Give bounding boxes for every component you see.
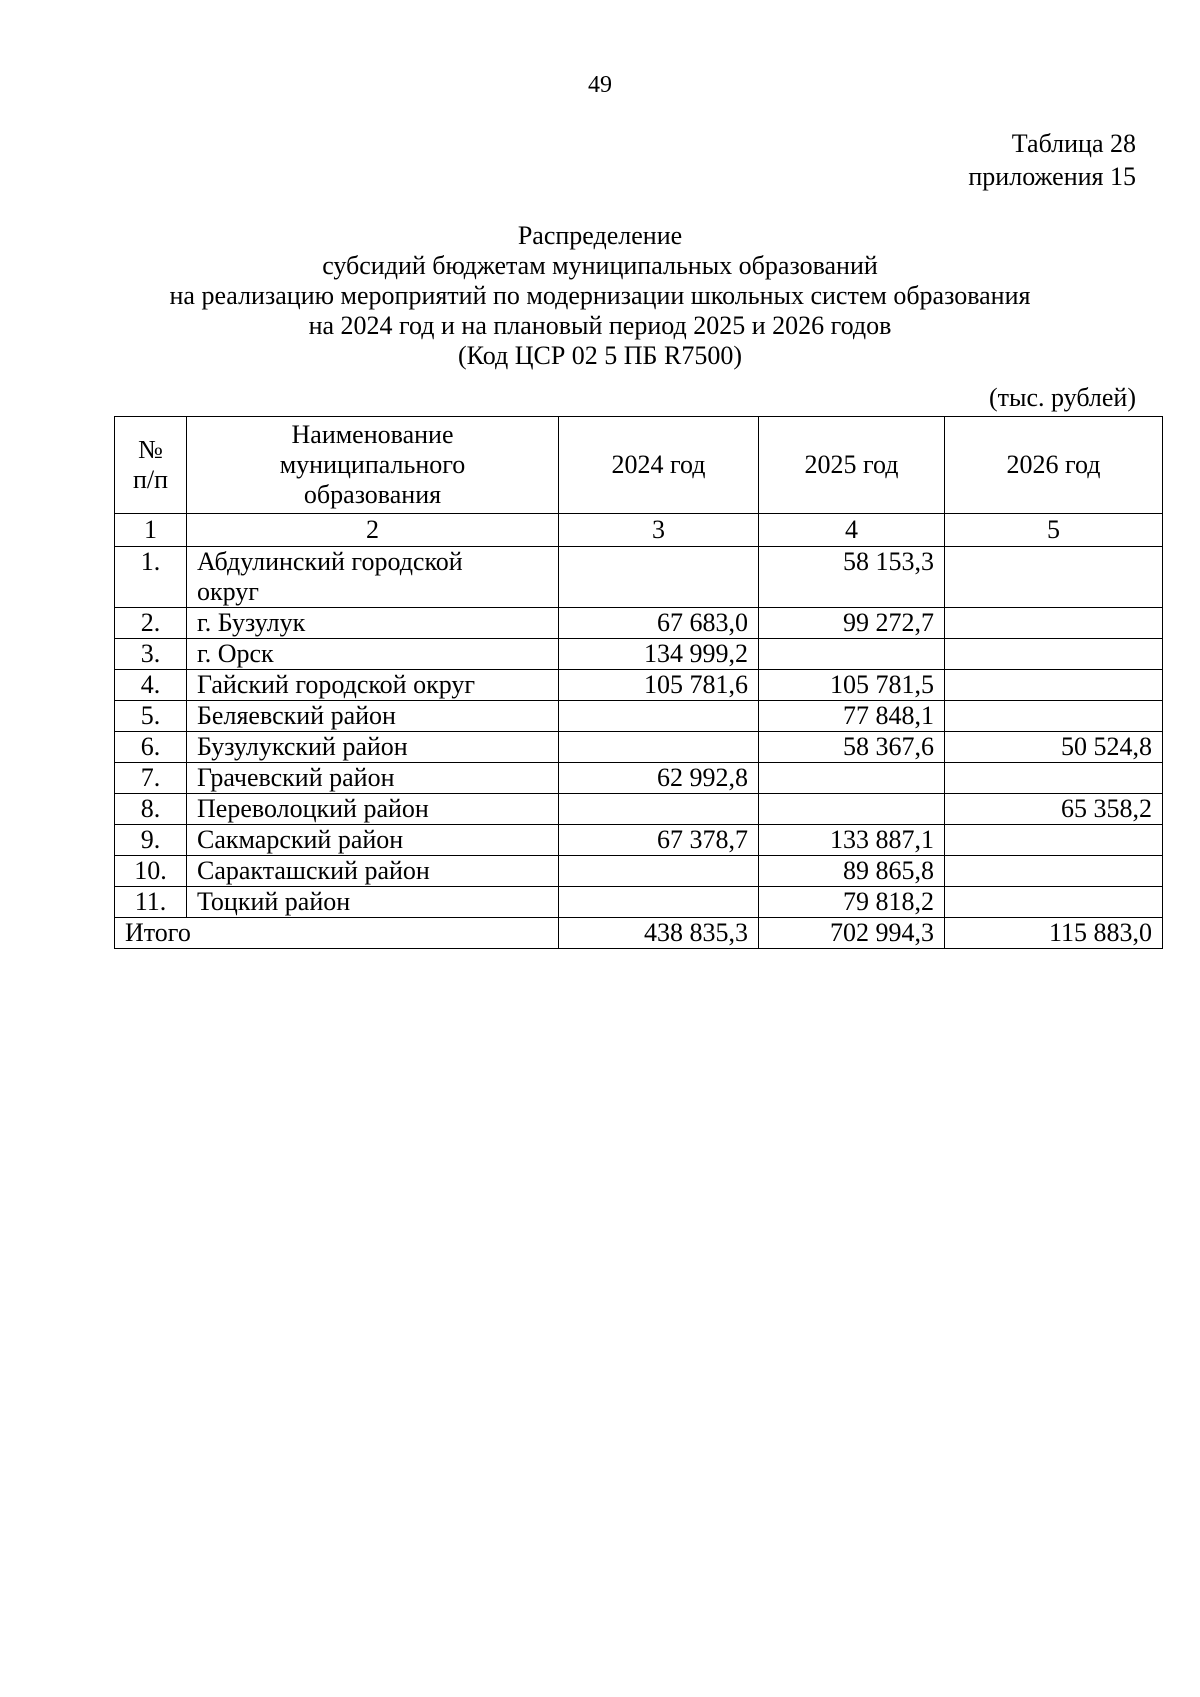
title-line-5: (Код ЦСР 02 5 ПБ R7500): [458, 341, 742, 370]
row-number: 5.: [115, 701, 187, 732]
municipality-name: г. Орск: [187, 639, 559, 670]
table-row: [115, 639, 1163, 670]
value-2026: [945, 856, 1163, 887]
value-2025: [759, 639, 945, 670]
row-number: 11.: [115, 887, 187, 918]
row-number: 6.: [115, 732, 187, 763]
value-2024: [559, 732, 759, 763]
header-row: [115, 417, 1163, 514]
page-number: 49: [588, 72, 612, 98]
row-number: 2.: [115, 608, 187, 639]
value-2024: 134 999,2: [559, 639, 759, 670]
value-2026: [945, 639, 1163, 670]
header-2026: 2026 год: [945, 417, 1163, 514]
value-2025: 99 272,7: [759, 608, 945, 639]
value-2026: 65 358,2: [945, 794, 1163, 825]
total-row: [115, 918, 1163, 949]
header-name: Наименование муниципального образования: [187, 417, 559, 514]
value-2025: 133 887,1: [759, 825, 945, 856]
title-line-3: на реализацию мероприятий по модернизации школьных систем образования: [169, 281, 1031, 310]
total-2026: 115 883,0: [945, 918, 1163, 949]
municipality-name: г. Бузулук: [187, 608, 559, 639]
column-number: 2: [187, 514, 559, 547]
value-2024: 62 992,8: [559, 763, 759, 794]
total-label: Итого: [115, 918, 559, 949]
row-number: 7.: [115, 763, 187, 794]
municipality-name: Грачевский район: [187, 763, 559, 794]
table-row: [115, 763, 1163, 794]
table-row: [115, 732, 1163, 763]
table-row: [115, 887, 1163, 918]
municipality-name: Беляевский район: [187, 701, 559, 732]
total-2025: 702 994,3: [759, 918, 945, 949]
value-2026: [945, 670, 1163, 701]
row-number: 1.: [115, 547, 187, 608]
table-row: [115, 856, 1163, 887]
table-row: [115, 701, 1163, 732]
table-row: [115, 825, 1163, 856]
title-line-2: субсидий бюджетам муниципальных образований: [322, 251, 878, 280]
value-2024: [559, 794, 759, 825]
value-2025: 77 848,1: [759, 701, 945, 732]
row-number: 8.: [115, 794, 187, 825]
document-title: [0, 221, 1200, 371]
units-label: (тыс. рублей): [988, 383, 1136, 412]
value-2026: 50 524,8: [945, 732, 1163, 763]
municipality-name: Бузулукский район: [187, 732, 559, 763]
value-2024: [559, 856, 759, 887]
value-2025: [759, 794, 945, 825]
column-number-row: [115, 514, 1163, 547]
table-reference-line-2: приложения 15: [968, 162, 1136, 191]
header-2025: 2025 год: [759, 417, 945, 514]
value-2025: 58 153,3: [759, 547, 945, 608]
value-2024: 67 683,0: [559, 608, 759, 639]
value-2024: 105 781,6: [559, 670, 759, 701]
table-reference-line-1: Таблица 28: [1011, 129, 1136, 158]
value-2026: [945, 763, 1163, 794]
value-2024: [559, 701, 759, 732]
table-row: [115, 547, 1163, 608]
column-number: 4: [759, 514, 945, 547]
table-row: [115, 670, 1163, 701]
value-2025: 89 865,8: [759, 856, 945, 887]
column-number: 5: [945, 514, 1163, 547]
header-num: № п/п: [115, 417, 187, 514]
row-number: 4.: [115, 670, 187, 701]
subsidy-table: [114, 416, 1163, 949]
value-2025: 79 818,2: [759, 887, 945, 918]
value-2026: [945, 887, 1163, 918]
column-number: 1: [115, 514, 187, 547]
title-line-1: Распределение: [517, 221, 683, 250]
title-line-4: на 2024 год и на плановый период 2025 и 2026 годов: [308, 311, 892, 340]
row-number: 10.: [115, 856, 187, 887]
municipality-name: Сакмарский район: [187, 825, 559, 856]
value-2024: 67 378,7: [559, 825, 759, 856]
value-2024: [559, 547, 759, 608]
value-2025: 105 781,5: [759, 670, 945, 701]
column-number: 3: [559, 514, 759, 547]
value-2026: [945, 547, 1163, 608]
value-2025: [759, 763, 945, 794]
municipality-name: Саракташский район: [187, 856, 559, 887]
municipality-name: Тоцкий район: [187, 887, 559, 918]
value-2026: [945, 825, 1163, 856]
total-2024: 438 835,3: [559, 918, 759, 949]
header-2024: 2024 год: [559, 417, 759, 514]
value-2025: 58 367,6: [759, 732, 945, 763]
row-number: 3.: [115, 639, 187, 670]
table-row: [115, 608, 1163, 639]
value-2026: [945, 701, 1163, 732]
value-2024: [559, 887, 759, 918]
municipality-name: Абдулинский городской округ: [187, 547, 559, 608]
table-row: [115, 794, 1163, 825]
municipality-name: Переволоцкий район: [187, 794, 559, 825]
row-number: 9.: [115, 825, 187, 856]
value-2026: [945, 608, 1163, 639]
municipality-name: Гайский городской округ: [187, 670, 559, 701]
table-reference: [968, 127, 1136, 193]
